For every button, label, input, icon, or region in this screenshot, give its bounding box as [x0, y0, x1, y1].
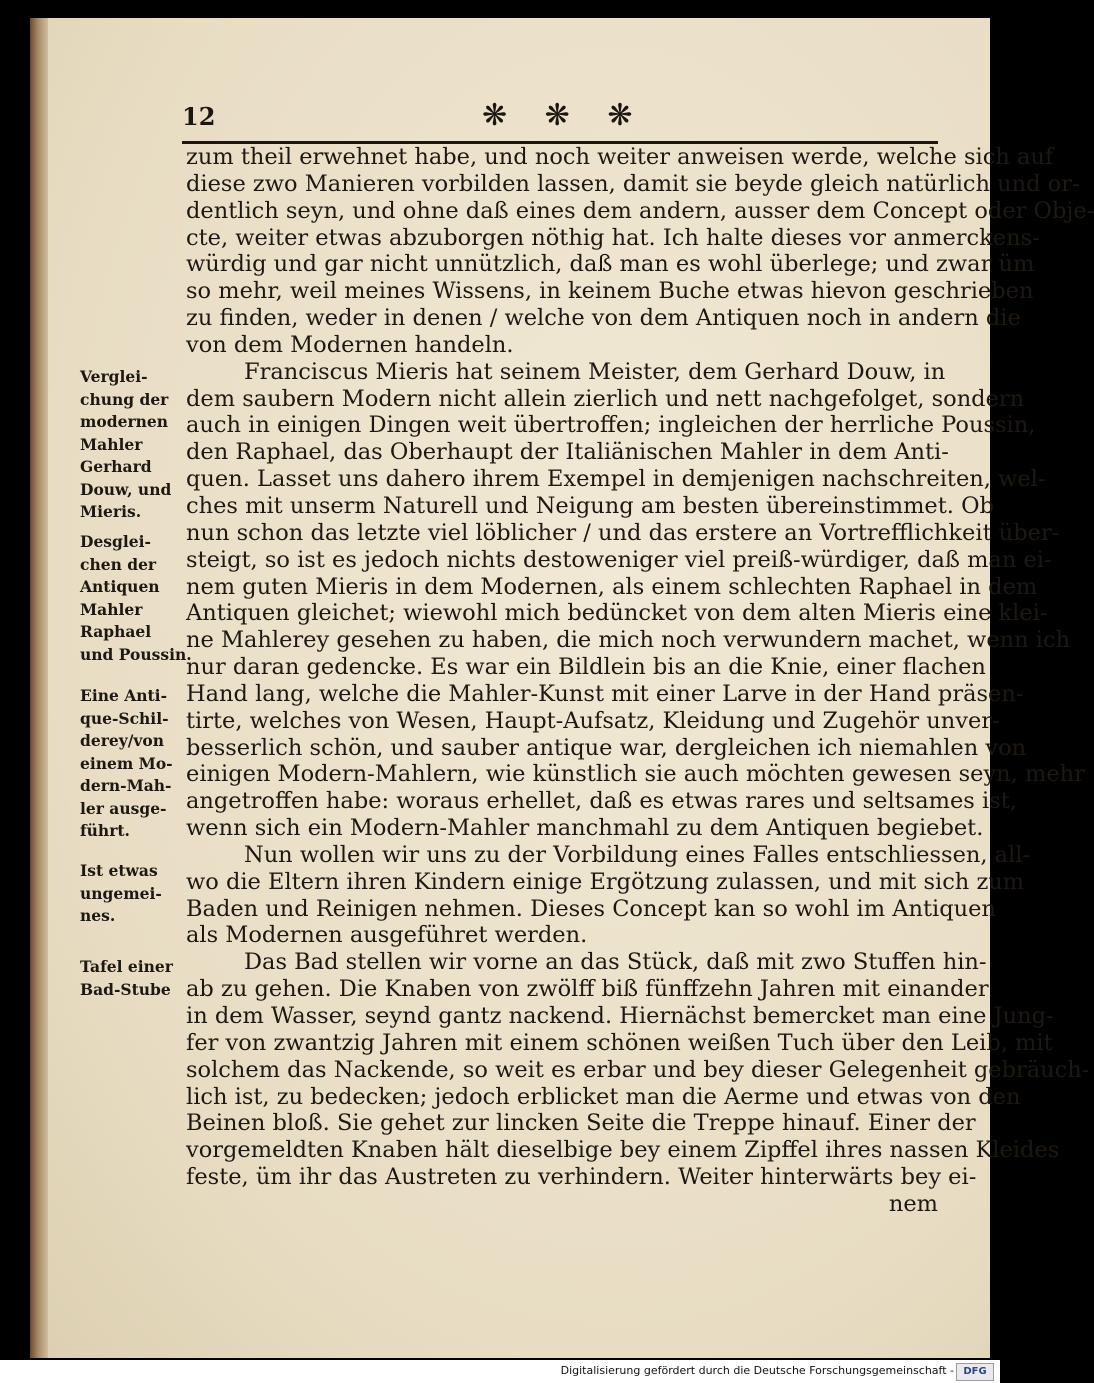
- margin-note-line: derey/von: [80, 731, 165, 750]
- text-line: ne Mahlerey gesehen zu haben, die mich noch verwundern machet, wenn ich: [186, 627, 1071, 654]
- text-line: dem saubern Modern nicht allein zierlich und nett nachgefolget, sondern: [186, 385, 1025, 412]
- text-line: zu finden, weder in denen / welche von dem Antiquen noch in andern die: [186, 305, 1021, 332]
- text-line: von dem Modernen handeln.: [186, 331, 514, 358]
- margin-note-line: nes.: [80, 906, 116, 925]
- text-line: solchem das Nackende, so weit es erbar und bey dieser Gelegenheit gebräuch-: [186, 1056, 1090, 1083]
- margin-note-tafel: [80, 956, 184, 1001]
- dfg-logo-icon: DFG: [956, 1363, 994, 1381]
- margin-note-line: Tafel einer: [80, 957, 173, 976]
- text-line: in dem Wasser, seynd gantz nackend. Hiernächst bemercket man eine Jung-: [186, 1003, 1054, 1029]
- text-line: Das Bad stellen wir vorne an das Stück, daß mit zwo Stuffen hin-: [244, 949, 987, 976]
- text-line: so mehr, weil meines Wissens, in keinem Buche etwas hievon geschrieben: [186, 278, 1034, 305]
- margin-note-line: führt.: [80, 821, 130, 840]
- margin-note-line: chung der: [80, 389, 169, 409]
- text-line: Franciscus Mieris hat seinem Meister, dem Gerhard Douw, in: [244, 358, 946, 385]
- text-line: steigt, so ist es jedoch nichts destoweniger viel preiß-würdiger, daß man ei-: [186, 546, 1052, 573]
- header-ornament: ❋ ❋ ❋: [482, 98, 647, 133]
- page-number: 12: [182, 102, 216, 131]
- margin-note-line: dern-Mah-: [80, 776, 172, 795]
- text-line: tirte, welches von Wesen, Haupt-Aufsatz, Kleidung und Zugehör unver-: [186, 707, 1000, 734]
- text-line: nur daran gedencke. Es war ein Bildlein bis an die Knie, einer flachen: [186, 654, 986, 681]
- text-line: Antiquen gleichet; wiewohl mich bedüncket von dem alten Mieris eine klei-: [186, 600, 1048, 627]
- text-line: ches mit unserm Naturell und Neigung am besten übereinstimmet. Ob: [186, 492, 994, 519]
- margin-note-line: Mahler: [80, 434, 143, 454]
- footer-bar: [0, 1360, 1000, 1383]
- text-line: angetroffen habe: woraus erhellet, daß es etwas rares und seltsames ist,: [186, 788, 1017, 815]
- page-header: [182, 100, 942, 140]
- margin-note-desgleichen: [80, 531, 192, 666]
- text-line: einigen Modern-Mahlern, wie künstlich sie auch möchten gewesen seyn, mehr: [186, 761, 1085, 788]
- funding-notice: Digitalisierung gefördert durch die Deutsche Forschungsgemeinschaft -: [560, 1364, 954, 1377]
- margin-note-ungemeines: [80, 860, 184, 928]
- text-line: fer von zwantzig Jahren mit einem schönen weißen Tuch über den Leib, mit: [186, 1029, 1053, 1056]
- margin-note-line: Antiquen: [80, 577, 160, 596]
- margin-note-line: ler ausge-: [80, 798, 167, 818]
- margin-note-line: und Poussin.: [80, 644, 192, 664]
- text-line: Beinen bloß. Sie gehet zur lincken Seite die Treppe hinauf. Einer der: [186, 1110, 976, 1137]
- catchword: nem: [888, 1190, 938, 1217]
- text-line: diese zwo Manieren vorbilden lassen, damit sie beyde gleich natürlich und or-: [186, 170, 1080, 197]
- margin-note-line: Ist etwas: [80, 861, 158, 880]
- text-line: nun schon das letzte viel löblicher / und das erstere an Vortrefflichkeit über-: [186, 519, 1060, 546]
- text-line: ab zu gehen. Die Knaben von zwölff biß fünffzehn Jahren mit einander: [186, 976, 989, 1003]
- text-line: auch in einigen Dingen weit übertroffen; ingleichen der herrliche Poussin,: [186, 412, 1036, 439]
- margin-note-line: Douw, und: [80, 479, 172, 499]
- margin-note-vergleichung: [80, 366, 184, 524]
- text-line: nem guten Mieris in dem Modernen, als einem schlechten Raphael in dem: [186, 573, 1038, 600]
- text-line: zum theil erwehnet habe, und noch weiter anweisen werde, welche sich auf: [186, 144, 1054, 170]
- text-line: vorgemeldten Knaben hält dieselbige bey einem Zipffel ihres nassen Kleides: [186, 1137, 1060, 1164]
- margin-note-line: Gerhard: [80, 457, 152, 476]
- text-line: quen. Lasset uns dahero ihrem Exempel in demjenigen nachschreiten, wel-: [186, 466, 1046, 493]
- text-line: cte, weiter etwas abzuborgen nöthig hat. Ich halte dieses vor anmerckens-: [186, 224, 1040, 251]
- main-text: [186, 144, 1094, 1218]
- text-line: dentlich seyn, und ohne daß eines dem andern, ausser dem Concept oder Obje-: [186, 197, 1094, 224]
- margin-note-line: einem Mo-: [80, 753, 173, 773]
- text-line: als Modernen ausgeführet werden.: [186, 922, 588, 949]
- text-line: den Raphael, das Oberhaupt der Italiänischen Mahler in dem Anti-: [186, 439, 949, 466]
- margin-note-line: Raphael: [80, 622, 152, 641]
- margin-note-line: Bad-Stube: [80, 979, 171, 999]
- margin-note-line: chen der: [80, 554, 157, 574]
- text-line: wenn sich ein Modern-Mahler manchmahl zu dem Antiquen begiebet.: [186, 815, 984, 842]
- text-line: würdig und gar nicht unnützlich, daß man es wohl überlege; und zwar üm: [186, 251, 1035, 278]
- margin-note-line: modernen: [80, 412, 169, 431]
- book-page-edge: [30, 18, 50, 1358]
- text-line: besserlich schön, und sauber antique war, dergleichen ich niemahlen von: [186, 734, 1027, 761]
- margin-note-line: Verglei-: [80, 367, 148, 386]
- text-line: lich ist, zu bedecken; jedoch erblicket man die Aerme und etwas von den: [186, 1083, 1021, 1110]
- margin-note-antique-schilderey: [80, 685, 184, 843]
- text-line: Baden und Reinigen nehmen. Dieses Concept kan so wohl im Antiquen: [186, 895, 996, 922]
- text-line: wo die Eltern ihren Kindern einige Ergötzung zulassen, und mit sich zum: [186, 868, 1025, 895]
- text-line: Nun wollen wir uns zu der Vorbildung eines Falles entschliessen, all-: [244, 841, 1031, 868]
- text-line: feste, üm ihr das Austreten zu verhindern. Weiter hinterwärts bey ei-: [186, 1164, 977, 1191]
- margin-note-line: ungemei-: [80, 883, 162, 903]
- margin-note-line: Mahler: [80, 599, 143, 619]
- margin-note-line: que-Schil-: [80, 708, 169, 728]
- text-line: Hand lang, welche die Mahler-Kunst mit einer Larve in der Hand präsen-: [186, 680, 1024, 707]
- margin-note-line: Desglei-: [80, 532, 151, 551]
- margin-note-line: Eine Anti-: [80, 686, 168, 705]
- margin-note-line: Mieris.: [80, 502, 142, 521]
